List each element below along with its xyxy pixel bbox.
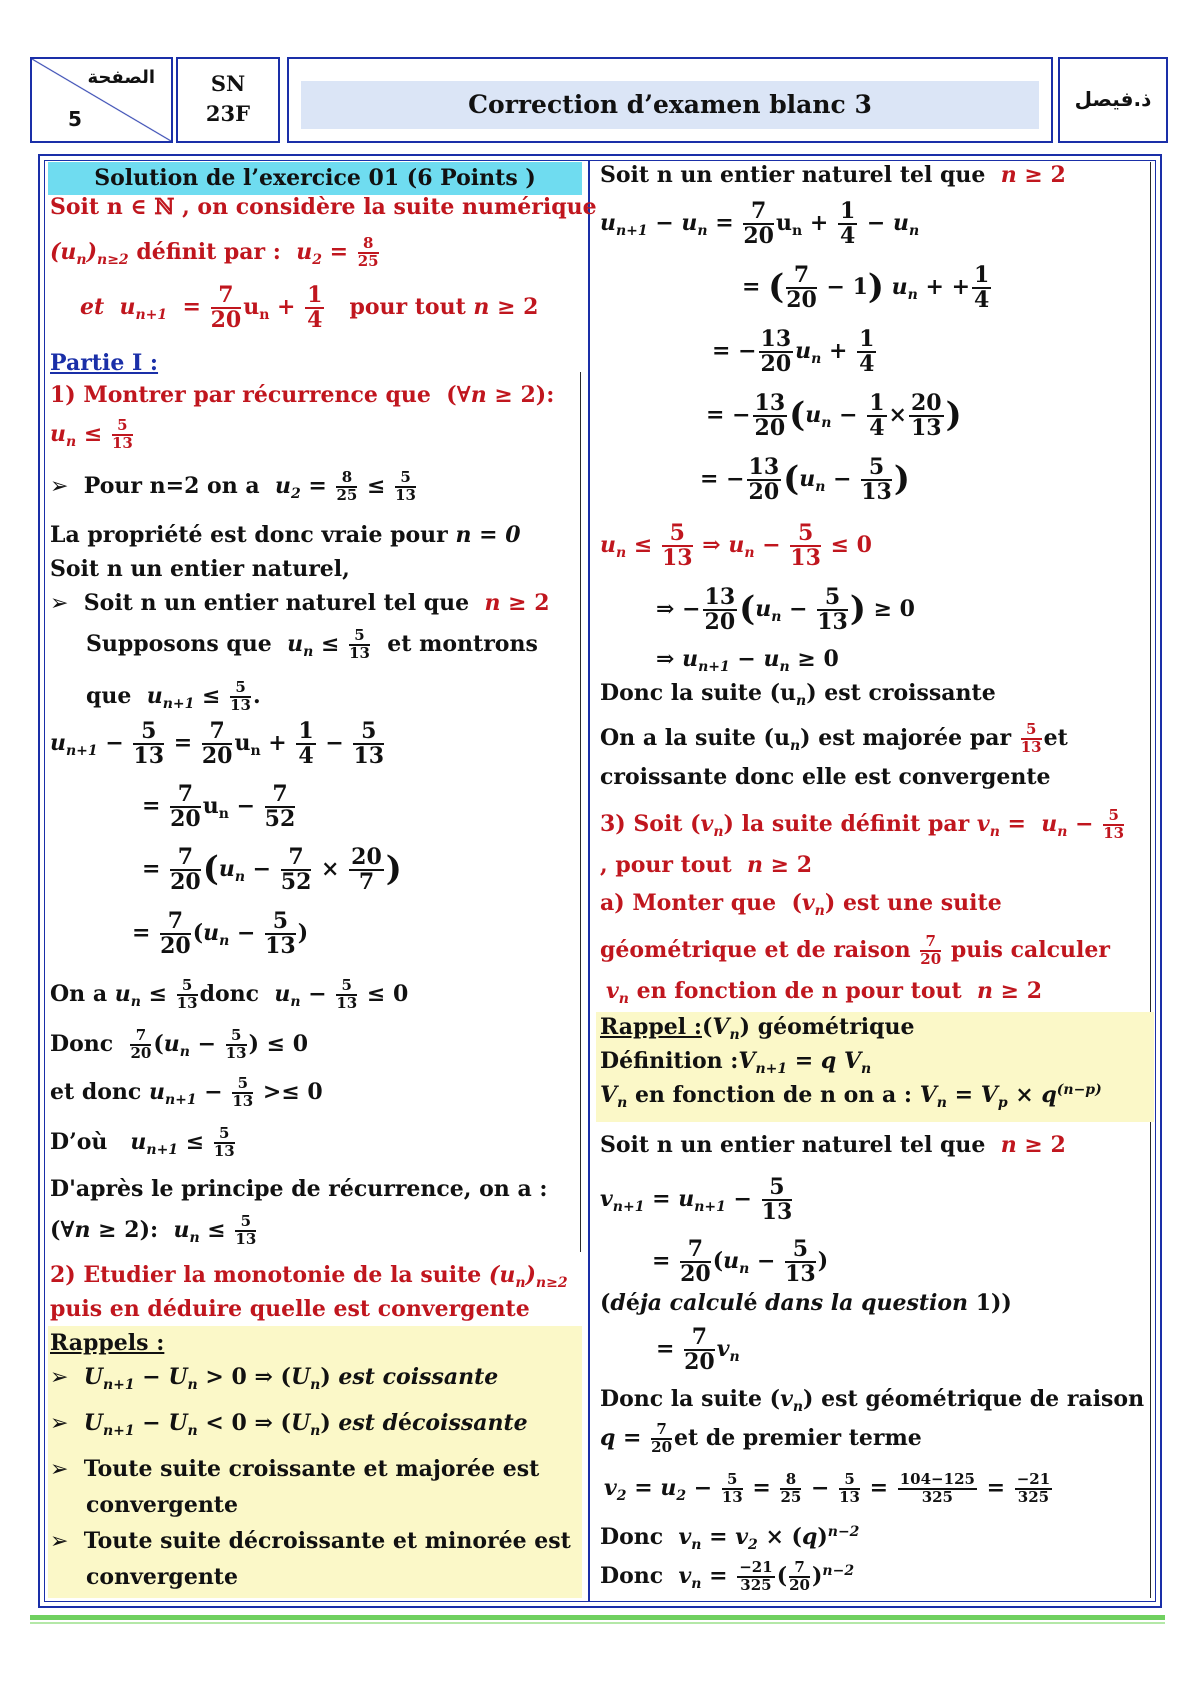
intro-pour: pour tout — [349, 294, 466, 321]
donc-geo-text: Donc la suite — [600, 1386, 762, 1412]
right-column-rule — [1150, 162, 1151, 1598]
r-croissante-a: Donc la suite (u — [600, 680, 797, 706]
rappel-2-text-c: coissante — [412, 1410, 528, 1436]
intro-line3: et $u_{n+1}$ = $\frac{7}{20}$ $u_n$ + $\frac{1}{4}$ pour tout n ≥ 2 — [80, 282, 539, 334]
question-2-line1: 2) Etudier la monotonie de la suite $(u_n)_{n\ge 2}$ — [50, 1262, 568, 1291]
r-imp-3: ⇒ $u_{n+1} - u_n \ge 0$ — [656, 646, 839, 675]
soit-n2-text: Soit n un entier naturel tel que — [83, 590, 470, 616]
intro-line2: $(u_n)_{n\ge 2}$ définit par : $u_2$ = $\frac{8}{25}$ — [50, 234, 379, 270]
question-1-text: 1) Montrer par récurrence que — [50, 382, 431, 408]
rappel-1: ➢ $U_{n+1} - U_n > 0$ ⇒ $(U_n)$ est coissante — [50, 1364, 499, 1393]
donc-geo2-text: est géométrique de raison — [821, 1386, 1145, 1412]
q3-c: , pour tout — [600, 852, 732, 878]
suppose-text: Supposons que — [86, 630, 272, 657]
qa-1: a) Monter que — [600, 890, 777, 916]
page-number-box — [30, 57, 173, 143]
rappel-3b: convergente — [86, 1492, 238, 1518]
deja-e: dans la question — [765, 1290, 969, 1316]
v-calc-3: = $\frac{7}{20}$ $v_n$ — [656, 1324, 740, 1376]
suppose-line: Supposons que $u_n$ ≤ $\frac{5}{13}$ et montrons — [86, 626, 538, 662]
prop-true — [50, 522, 521, 548]
r-croissante-b: ) est croissante — [806, 680, 996, 706]
intro-et: et — [80, 294, 105, 321]
et-montrons-text: et montrons — [387, 630, 538, 657]
right-soit-n-text: Soit n un entier naturel tel que — [600, 162, 986, 188]
deja-a: d — [610, 1290, 626, 1316]
right-soit-n2-text: Soit n un entier naturel tel que — [600, 1132, 986, 1158]
question-a-1: a) Monter que $(v_n)$ est une suite — [600, 890, 1002, 919]
donc-line: Donc $\frac{7}{20}$ ($u_n$ − $\frac{5}{13}$ ) ≤ 0 — [50, 1026, 309, 1062]
page-label: الصفحة — [87, 67, 155, 88]
qa-5: en fonction de n pour tout — [636, 978, 962, 1004]
d-ou-line: D’où $u_{n+1}$ ≤ $\frac{5}{13}$ — [50, 1124, 235, 1160]
question-3b: , pour tout n ≥ 2 — [600, 852, 813, 878]
vn-formula-2: Donc $v_n$ = $\frac{-21}{325}$ ( $\frac{7}{20}$ )$^{n-2}$ — [600, 1558, 855, 1594]
r-calc-5: = − $\frac{13}{20}$ ($u_n$ − $\frac{5}{13}$ ) — [700, 454, 910, 506]
footer-rule-light — [30, 1622, 1165, 1624]
on-a-text: On a — [50, 980, 108, 1007]
q3-b: la suite définit par — [741, 810, 970, 837]
principe-line: D'après le principe de récurrence, on a : — [50, 1176, 548, 1202]
rappel-3a: ➢ Toute suite croissante et majorée est — [50, 1456, 540, 1482]
question-1: 1) Montrer par récurrence que (∀n ≥ 2): — [50, 382, 555, 408]
vn-fonction-text: en fonction de n on a : — [634, 1082, 913, 1108]
r-majoree-c: et — [1043, 724, 1068, 751]
r-majoree-b: ) est majorée par — [800, 724, 1012, 751]
r-calc-1: $u_{n+1} - u_n$ = $\frac{7}{20}$ $u_n$ + $\frac{1}{4}$ − $u_n$ — [600, 198, 920, 250]
intro-definit: définit par : — [136, 238, 281, 265]
question-a-2: géométrique et de raison $\frac{7}{20}$ puis calculer — [600, 932, 1110, 968]
et-donc-line: et donc $u_{n+1}$ − $\frac{5}{13}$ >≤ 0 — [50, 1074, 323, 1110]
donc1-text: Donc — [600, 1524, 664, 1550]
question-3: 3) Soit $(v_n)$ la suite définit par $v_n = u_n$ − $\frac{5}{13}$ — [600, 806, 1125, 842]
r-croissante: Donc la suite $(u_n)$ est croissante — [600, 680, 996, 709]
que-line: que $u_{n+1}$ ≤ $\frac{5}{13}$ . — [86, 678, 261, 714]
r-imp-1: $u_n$ ≤ $\frac{5}{13}$ ⇒ $u_n$ − $\frac{5}{13}$ ≤ 0 — [600, 520, 872, 572]
r-calc-3: = − $\frac{13}{20}$ $u_n$ + $\frac{1}{4}$ — [712, 326, 875, 378]
donc-geo: Donc la suite $(v_n)$ est géométrique de raison — [600, 1386, 1145, 1415]
author-box — [1058, 57, 1168, 143]
page-number: 5 — [68, 107, 82, 131]
d-ou-text: D’où — [50, 1128, 108, 1155]
rappel-4b: convergente — [86, 1564, 238, 1590]
calc-3: = $\frac{7}{20}$ ($u_n$ − $\frac{7}{52}$ × $\frac{20}{7}$ ) — [142, 844, 402, 896]
author-name: ذ.فيصل — [1074, 87, 1152, 111]
qa-2: est une suite — [842, 890, 1002, 916]
right-soit-n: Soit n un entier naturel tel que n ≥ 2 — [600, 162, 1066, 188]
conclusion-line: (∀n ≥ 2): $u_n$ ≤ $\frac{5}{13}$ — [50, 1212, 257, 1248]
vn-formula-1: Donc $v_n = v_2 \times (q)^{n-2}$ — [600, 1524, 860, 1553]
question-2-text: 2) Etudier la monotonie de la suite — [50, 1262, 482, 1288]
footer-rule — [30, 1615, 1165, 1620]
rappel-def: Définition $:V_{n+1} = q$ $V_n$ — [600, 1048, 872, 1077]
qa-3: géométrique et de raison — [600, 936, 911, 963]
document-title: Correction d’examen blanc 3 — [301, 81, 1039, 129]
calc-4: = $\frac{7}{20}$ ($u_n$ − $\frac{5}{13}$ ) — [132, 908, 309, 960]
raison-line: q = $\frac{7}{20}$ et de premier terme — [600, 1420, 922, 1456]
rappel-2: ➢ $U_{n+1} - U_n < 0$ ⇒ $(U_n)$ est décoissante — [50, 1410, 528, 1439]
que-text: que — [86, 682, 132, 709]
title-box — [287, 57, 1053, 143]
question-2-line2: puis en déduire quelle est convergente — [50, 1296, 530, 1322]
definition-text: Définition : — [600, 1048, 739, 1074]
partie-heading: Partie I : — [50, 350, 159, 376]
column-divider — [588, 160, 590, 1602]
deja-f: 1 — [975, 1290, 992, 1316]
deja-calcule: (déja calculé dans la question 1)) — [600, 1290, 1012, 1316]
calc-2: = $\frac{7}{20}$ $u_n$ − $\frac{7}{52}$ — [142, 781, 296, 833]
donc-text: Donc — [50, 1030, 114, 1057]
r-majoree: On a la suite $(u_n)$ est majorée par $\frac{5}{13}$ et — [600, 720, 1068, 756]
rappel-4a-text: Toute suite décroissante et minorée est — [83, 1528, 571, 1554]
calc-1: $u_{n+1}$ − $\frac{5}{13}$ = $\frac{7}{20}$ $u_n$ + $\frac{1}{4}$ − $\frac{5}{13}$ — [50, 718, 385, 770]
q3-a: 3) Soit — [600, 810, 683, 837]
r-majoree-2: croissante donc elle est convergente — [600, 764, 1051, 790]
init-line: ➢ Pour n=2 on a $u_2$ = $\frac{8}{25}$ ≤ $\frac{5}{13}$ — [50, 468, 416, 504]
rappel-1-text: est coissante — [338, 1364, 499, 1390]
qa-4: puis calculer — [950, 936, 1110, 963]
question-1-ineq: $u_n$ ≤ $\frac{5}{13}$ — [50, 416, 133, 452]
intro-line1: Soit n ∈ ℕ , on considère la suite numérique — [50, 194, 597, 220]
rappel-2-text-a: est d — [338, 1410, 399, 1436]
rappel-fn: $V_n$ en fonction de n on a : $V_n = V_p \times q^{(n-p)}$ — [600, 1082, 1102, 1111]
rappel-4a: ➢ Toute suite décroissante et minorée est — [50, 1528, 571, 1554]
r-calc-2: = ( $\frac{7}{20}$ − 1) $u_n$ + + $\frac{1}{4}$ — [742, 262, 990, 314]
r-calc-4: = − $\frac{13}{20}$ ($u_n$ − $\frac{1}{4}$ × $\frac{20}{13}$ ) — [706, 390, 962, 442]
rappel-3a-text: Toute suite croissante et majorée est — [83, 1456, 540, 1482]
question-a-3: $v_n$ en fonction de n pour tout n ≥ 2 — [606, 978, 1043, 1007]
soit-n2-line: ➢ Soit n un entier naturel tel que n ≥ 2 — [50, 590, 550, 616]
class-box — [176, 57, 280, 143]
v2-calc: $v_2 = u_2$ − $\frac{5}{13}$ = $\frac{8}{25}$ − $\frac{5}{13}$ = $\frac{104-125}{325}$ = $\frac{-21}{325}$ — [604, 1470, 1051, 1506]
class-line2: 23F — [205, 101, 251, 126]
prop-true-text: La propriété est donc vraie pour — [50, 522, 448, 548]
r-majoree-a: On a la suite (u — [600, 724, 790, 751]
r-imp-2: ⇒ − $\frac{13}{20}$ ($u_n$ − $\frac{5}{13}$ ) ≥ 0 — [656, 584, 915, 636]
donc-word: donc — [199, 980, 260, 1007]
premier-terme-text: et de premier terme — [674, 1424, 922, 1451]
rappel-geo: Rappel $:(V_n)$ géométrique — [600, 1014, 915, 1043]
et-donc-text: et donc — [50, 1078, 142, 1105]
donc2-text: Donc — [600, 1562, 664, 1589]
rappel-geo-text: géométrique — [757, 1014, 915, 1040]
class-line1: SN — [210, 71, 246, 96]
left-column-rule — [580, 372, 581, 1252]
rappels-heading: Rappels : — [50, 1330, 165, 1356]
prop-true-n: n = 0 — [455, 522, 521, 548]
rappel-label: Rappel : — [600, 1014, 702, 1040]
rappel-2-text-b: é — [398, 1410, 413, 1436]
v-calc-2: = $\frac{7}{20}$ ($u_n$ − $\frac{5}{13}$ ) — [652, 1236, 829, 1288]
soit-n-line: Soit n un entier naturel, — [50, 556, 350, 582]
on-a-line: On a $u_n$ ≤ $\frac{5}{13}$ donc $u_n$ − $\frac{5}{13}$ ≤ 0 — [50, 976, 409, 1012]
deja-d: é — [743, 1290, 758, 1316]
deja-b: é — [625, 1290, 640, 1316]
deja-c: ja calcul — [639, 1290, 744, 1316]
init-label: Pour n=2 on a — [83, 472, 260, 499]
right-soit-n2: Soit n un entier naturel tel que n ≥ 2 — [600, 1132, 1066, 1158]
v-calc-1: $v_{n+1} = u_{n+1}$ − $\frac{5}{13}$ — [600, 1174, 793, 1226]
solution-heading: Solution de l’exercice 01 (6 Points ) — [48, 162, 582, 195]
